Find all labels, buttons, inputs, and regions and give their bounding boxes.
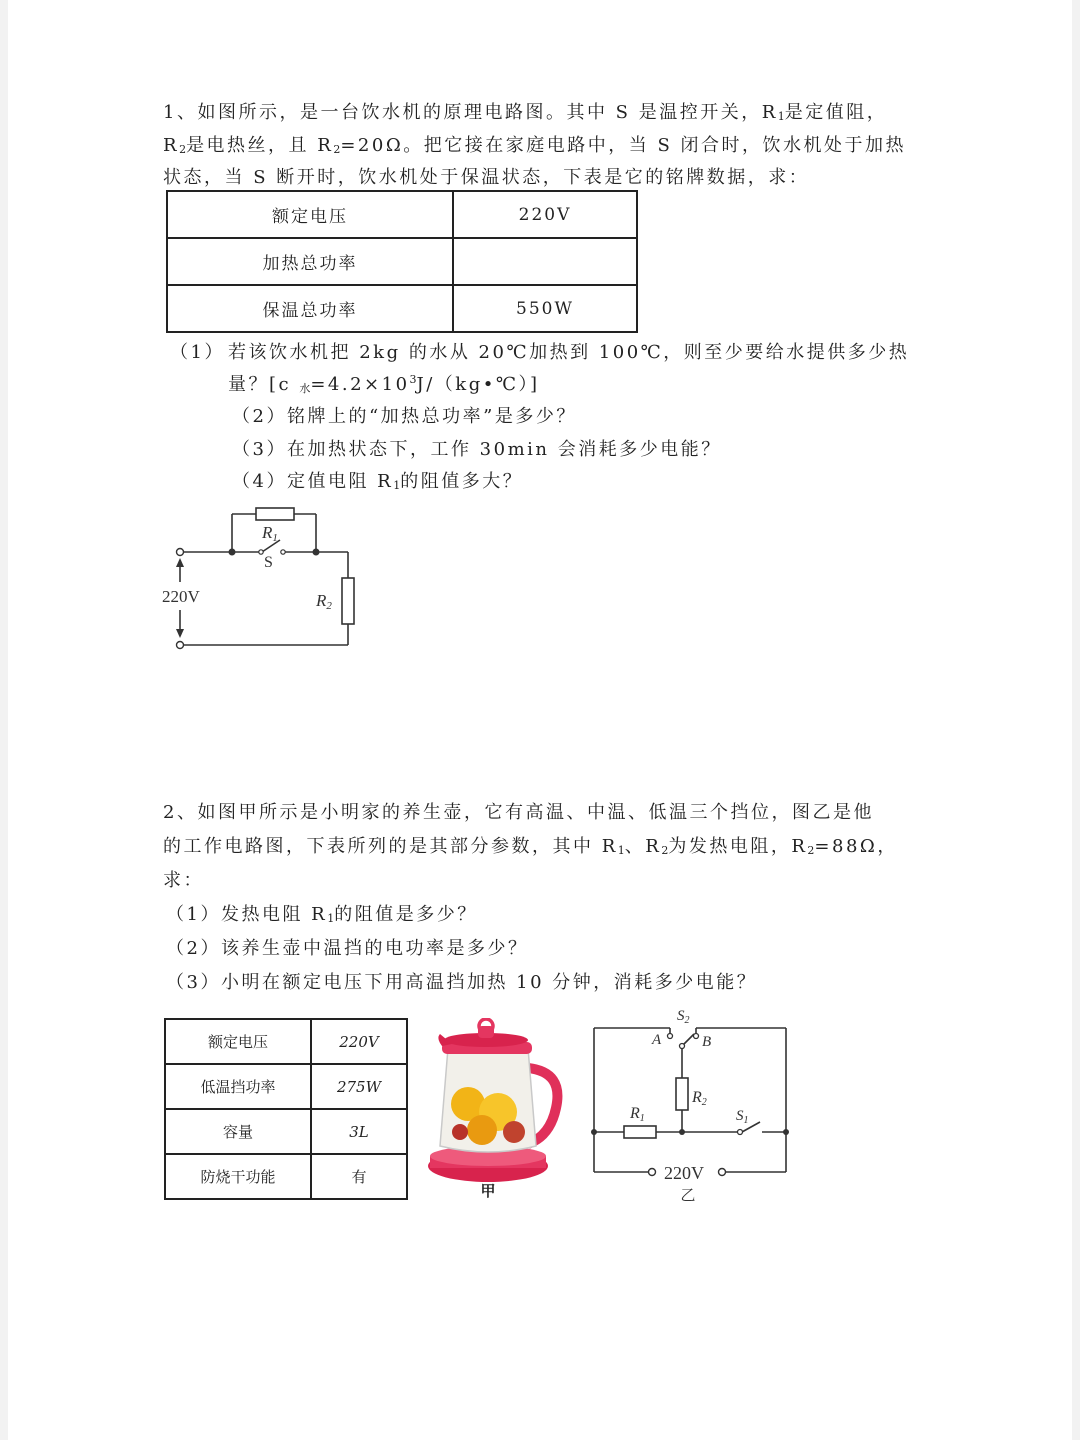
svg-text:220V: 220V bbox=[664, 1163, 704, 1183]
arrow-up-icon bbox=[176, 558, 184, 567]
table-label: 防烧干功能 bbox=[165, 1154, 311, 1199]
svg-text:R1: R1 bbox=[630, 1105, 645, 1124]
table-value: 220V bbox=[311, 1019, 407, 1064]
q1-circuit-diagram bbox=[158, 500, 368, 660]
q1-sub3: （3）在加热状态下，工作 30min 会消耗多少电能？ bbox=[232, 439, 722, 460]
table-value: 220V bbox=[453, 191, 637, 238]
table-label: 低温挡功率 bbox=[165, 1064, 311, 1109]
table-label: 容量 bbox=[165, 1109, 311, 1154]
svg-text:S2: $S_2$ bbox=[677, 1008, 690, 1026]
table-row bbox=[165, 1064, 407, 1109]
q2-sub2: （2）该养生壶中温挡的电功率是多少？ bbox=[166, 938, 529, 959]
q1-sub4: （4）定值电阻 R1的阻值多大？ bbox=[232, 471, 524, 492]
resistor-r2 bbox=[676, 1078, 688, 1110]
q2-sub1: （1）发热电阻 R1的阻值是多少？ bbox=[166, 904, 478, 925]
svg-text:乙: 乙 bbox=[680, 1186, 696, 1204]
table-value: 有 bbox=[311, 1154, 407, 1199]
table-value: 550W bbox=[453, 285, 637, 332]
q1-line-2: R2是电热丝，且 R2=20Ω。把它接在家庭电路中，当 S 闭合时，饮水机处于加热 bbox=[163, 135, 907, 156]
svg-text:B: B bbox=[702, 1034, 712, 1050]
table-label: 额定电压 bbox=[165, 1019, 311, 1064]
q1-nameplate-table bbox=[166, 190, 638, 333]
q1-line-1: 1、如图所示，是一台饮水机的原理电路图。其中 S 是温控开关，R1是定值阻， bbox=[163, 102, 888, 123]
table-label: 保温总功率 bbox=[167, 285, 453, 332]
arrow-down-icon bbox=[176, 629, 184, 638]
table-value: 3L bbox=[311, 1109, 407, 1154]
q2-circuit-diagram bbox=[586, 1002, 796, 1208]
table-row bbox=[165, 1154, 407, 1199]
svg-text:A: A bbox=[652, 1032, 662, 1048]
kettle-image bbox=[424, 1018, 572, 1208]
q1-sub1-line-a: 若该饮水机把 2kg 的水从 20℃加热到 100℃，则至少要给水提供多少热 bbox=[228, 342, 910, 363]
q2-line-3: 求： bbox=[163, 870, 204, 891]
resistor-r1 bbox=[256, 508, 294, 520]
table-value: 275W bbox=[311, 1064, 407, 1109]
svg-text:R2: R2 bbox=[692, 1089, 707, 1108]
svg-text:S1: $S_1$ bbox=[736, 1108, 749, 1126]
q1-line-3: 状态，当 S 断开时，饮水机处于保温状态，下表是它的铭牌数据，求： bbox=[163, 167, 810, 188]
table-value bbox=[453, 238, 637, 285]
svg-text:R1: R1 bbox=[262, 523, 278, 544]
q2-sub3: （3）小明在额定电压下用高温挡加热 10 分钟，消耗多少电能？ bbox=[166, 972, 758, 993]
table-row bbox=[165, 1109, 407, 1154]
q1-sub1-line-b: 量？[c 水$=4.2\times 10^3J/(kg•℃)$] bbox=[228, 373, 540, 395]
q2-line-2: 的工作电路图，下表所列的是其部分参数，其中 R1、R2为发热电阻，R2=88Ω， bbox=[163, 836, 898, 857]
q2-parameter-table bbox=[164, 1018, 408, 1200]
table-row bbox=[167, 191, 637, 238]
q1-sub2: （2）铭牌上的“加热总功率”是多少？ bbox=[232, 406, 577, 427]
svg-text:S: S bbox=[264, 554, 273, 571]
table-label: 额定电压 bbox=[167, 191, 453, 238]
svg-text:R2: R2 bbox=[316, 591, 332, 612]
resistor-r1 bbox=[624, 1126, 656, 1138]
q1-sub1-number: （1） bbox=[170, 342, 225, 363]
table-row bbox=[165, 1019, 407, 1064]
table-row bbox=[167, 238, 637, 285]
resistor-r2 bbox=[342, 578, 354, 624]
q2-line-1: 2、如图甲所示是小明家的养生壶，它有高温、中温、低温三个挡位，图乙是他 bbox=[163, 802, 874, 823]
table-label: 加热总功率 bbox=[167, 238, 453, 285]
svg-text:甲: 甲 bbox=[480, 1182, 496, 1200]
table-row bbox=[167, 285, 637, 332]
svg-text:220V: 220V bbox=[162, 587, 200, 606]
